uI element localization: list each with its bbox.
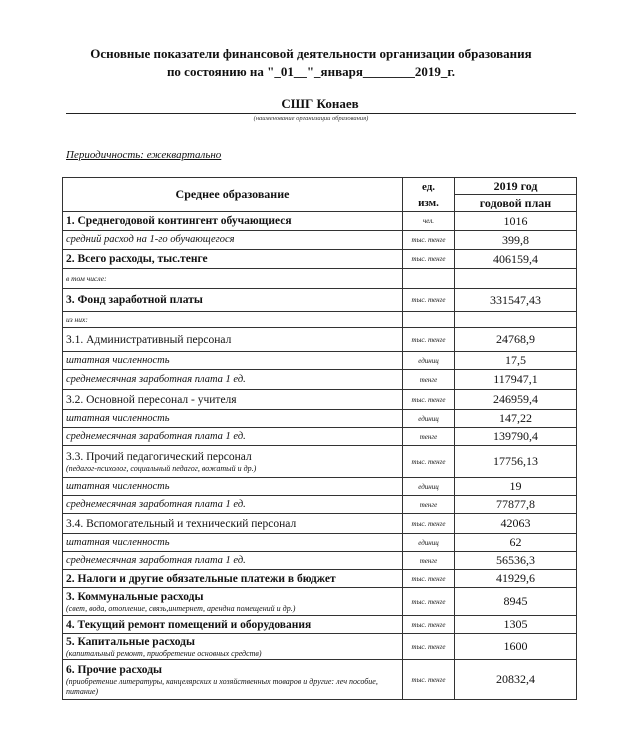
- row-indicator-label: 3.3. Прочий педагогический персонал: [66, 450, 252, 463]
- row-value: 19: [455, 478, 577, 496]
- row-unit: [403, 269, 455, 289]
- row-unit: тыс. тенге: [403, 231, 455, 250]
- row-indicator-label: 6. Прочие расходы: [66, 663, 163, 676]
- row-value: 246959,4: [455, 390, 577, 410]
- row-indicator-label: штатная численность: [66, 412, 170, 424]
- row-indicator-note: (капитальный ремонт, приобретение основных средств): [66, 648, 262, 658]
- row-value: 1305: [455, 616, 577, 634]
- organization-name: СШГ Конаев: [281, 96, 359, 111]
- header-education-level: Среднее образование: [63, 178, 403, 212]
- row-indicator-name: [63, 390, 403, 410]
- table-row: [63, 370, 577, 390]
- table-row: [63, 634, 577, 660]
- row-indicator-name: [63, 552, 403, 570]
- row-unit: единиц: [403, 478, 455, 496]
- row-value: [455, 312, 577, 328]
- header-unit-line-2: изм.: [418, 196, 439, 209]
- row-unit: чел.: [403, 212, 455, 231]
- row-indicator-name: [63, 534, 403, 552]
- table-row: [63, 534, 577, 552]
- row-indicator-name: [63, 250, 403, 269]
- organization-underline: [66, 113, 576, 114]
- row-indicator-name: [63, 269, 403, 289]
- row-unit: тыс. тенге: [403, 328, 455, 352]
- table-row: [63, 428, 577, 446]
- row-unit: тыс. тенге: [403, 570, 455, 588]
- row-indicator-label: 3. Фонд заработной платы: [66, 294, 203, 306]
- row-value: 62: [455, 534, 577, 552]
- row-unit: тыс. тенге: [403, 250, 455, 269]
- row-indicator-label: среднемесячная заработная плата 1 ед.: [66, 373, 246, 385]
- table-row: [63, 570, 577, 588]
- row-value: 147,22: [455, 410, 577, 428]
- row-unit: тыс. тенге: [403, 514, 455, 534]
- row-indicator-label: 3.2. Основной пересонал - учителя: [66, 393, 237, 406]
- table-row: [63, 390, 577, 410]
- row-indicator-label: 5. Капитальные расходы: [66, 635, 195, 648]
- row-value: 406159,4: [455, 250, 577, 269]
- row-indicator-label: 3.4. Вспомогательный и технический персонал: [66, 517, 297, 530]
- row-indicator-name: [63, 410, 403, 428]
- row-unit: тенге: [403, 428, 455, 446]
- table-row: [63, 478, 577, 496]
- row-indicator-note: (приобретение литературы, канцелярских и хозяйственных товаров и другие: леч пособие, питание): [66, 676, 378, 696]
- table-row: [63, 514, 577, 534]
- row-value: 20832,4: [455, 660, 577, 700]
- table-row: [63, 410, 577, 428]
- table-row: [63, 616, 577, 634]
- row-indicator-label: штатная численность: [66, 354, 170, 366]
- periodicity-label: Периодичность: ежеквартально: [66, 149, 222, 161]
- row-unit: единиц: [403, 410, 455, 428]
- row-indicator-name: [63, 660, 403, 700]
- row-value: 17,5: [455, 352, 577, 370]
- row-value: 56536,3: [455, 552, 577, 570]
- row-indicator-name: [63, 514, 403, 534]
- row-value: 41929,6: [455, 570, 577, 588]
- row-indicator-label: из них:: [66, 314, 88, 324]
- row-value: 77877,8: [455, 496, 577, 514]
- row-unit: тенге: [403, 370, 455, 390]
- row-unit: тыс. тенге: [403, 390, 455, 410]
- row-indicator-name: [63, 312, 403, 328]
- row-value: 24768,9: [455, 328, 577, 352]
- row-indicator-label: в том числе:: [66, 273, 107, 283]
- table-row: [63, 588, 577, 616]
- table-row: [63, 552, 577, 570]
- row-unit: тыс. тенге: [403, 289, 455, 312]
- row-value: 1600: [455, 634, 577, 660]
- table-row: [63, 312, 577, 328]
- table-row: [63, 231, 577, 250]
- organization-caption: (наименование организации образования): [253, 115, 369, 122]
- row-indicator-label: среднемесячная заработная плата 1 ед.: [66, 554, 246, 566]
- row-indicator-label: средний расход на 1-го обучающегося: [66, 234, 235, 245]
- row-indicator-name: [63, 496, 403, 514]
- table-row: [63, 289, 577, 312]
- row-unit: тыс. тенге: [403, 660, 455, 700]
- row-indicator-name: [63, 212, 403, 231]
- row-value: 139790,4: [455, 428, 577, 446]
- row-value: 117947,1: [455, 370, 577, 390]
- row-indicator-label: среднемесячная заработная плата 1 ед.: [66, 430, 246, 442]
- row-unit: единиц: [403, 352, 455, 370]
- table-row: [63, 212, 577, 231]
- row-indicator-name: [63, 446, 403, 478]
- row-indicator-name: [63, 428, 403, 446]
- row-indicator-name: [63, 370, 403, 390]
- row-value: 331547,43: [455, 289, 577, 312]
- row-value: [455, 269, 577, 289]
- row-indicator-label: 3.1. Административный персонал: [66, 333, 232, 346]
- table-row: [63, 352, 577, 370]
- row-indicator-note: (свет, вода, отопление, связь,интернет, арендна помещений и др.): [66, 603, 296, 613]
- row-unit: тыс. тенге: [403, 446, 455, 478]
- row-unit: тенге: [403, 496, 455, 514]
- row-indicator-label: 1. Среднегодовой контингент обучающиеся: [66, 215, 292, 227]
- row-indicator-name: [63, 289, 403, 312]
- header-unit-line-1: ед.: [421, 180, 436, 193]
- row-indicator-label: 2. Налоги и другие обязательные платежи в бюджет: [66, 572, 336, 585]
- table-header-row-1: [63, 178, 577, 195]
- row-unit: [403, 312, 455, 328]
- row-unit: тенге: [403, 552, 455, 570]
- row-indicator-name: [63, 634, 403, 660]
- document-title-line-1: Основные показатели финансовой деятельности организации образования: [90, 46, 532, 61]
- financial-indicators-table: [62, 177, 577, 700]
- row-indicator-label: 2. Всего расходы, тыс.тенге: [66, 253, 208, 265]
- row-unit: тыс. тенге: [403, 588, 455, 616]
- row-indicator-label: 3. Коммунальные расходы: [66, 590, 204, 603]
- row-indicator-note: (педагог-психолог, социальный педагог, вожатый и др.): [66, 463, 257, 473]
- row-indicator-label: среднемесячная заработная плата 1 ед.: [66, 498, 246, 510]
- row-value: 8945: [455, 588, 577, 616]
- row-indicator-name: [63, 231, 403, 250]
- table-row: [63, 446, 577, 478]
- row-indicator-name: [63, 570, 403, 588]
- row-indicator-name: [63, 478, 403, 496]
- document-title-line-2: по состоянию на "_01__"_января________2019_г.: [166, 64, 456, 79]
- row-indicator-name: [63, 352, 403, 370]
- header-year: 2019 год: [455, 178, 577, 195]
- row-unit: тыс. тенге: [403, 616, 455, 634]
- header-annual-plan: годовой план: [455, 195, 577, 212]
- row-indicator-name: [63, 328, 403, 352]
- row-indicator-label: штатная численность: [66, 480, 170, 492]
- table-row: [63, 328, 577, 352]
- row-value: 42063: [455, 514, 577, 534]
- row-indicator-name: [63, 588, 403, 616]
- row-value: 1016: [455, 212, 577, 231]
- table-row: [63, 496, 577, 514]
- row-unit: единиц: [403, 534, 455, 552]
- header-unit: [403, 178, 455, 212]
- row-indicator-label: 4. Текущий ремонт помещений и оборудования: [66, 618, 312, 631]
- table-row: [63, 250, 577, 269]
- row-unit: тыс. тенге: [403, 634, 455, 660]
- table-row: [63, 660, 577, 700]
- row-value: 399,8: [455, 231, 577, 250]
- table-row: [63, 269, 577, 289]
- row-indicator-label: штатная численность: [66, 536, 170, 548]
- row-indicator-name: [63, 616, 403, 634]
- row-value: 17756,13: [455, 446, 577, 478]
